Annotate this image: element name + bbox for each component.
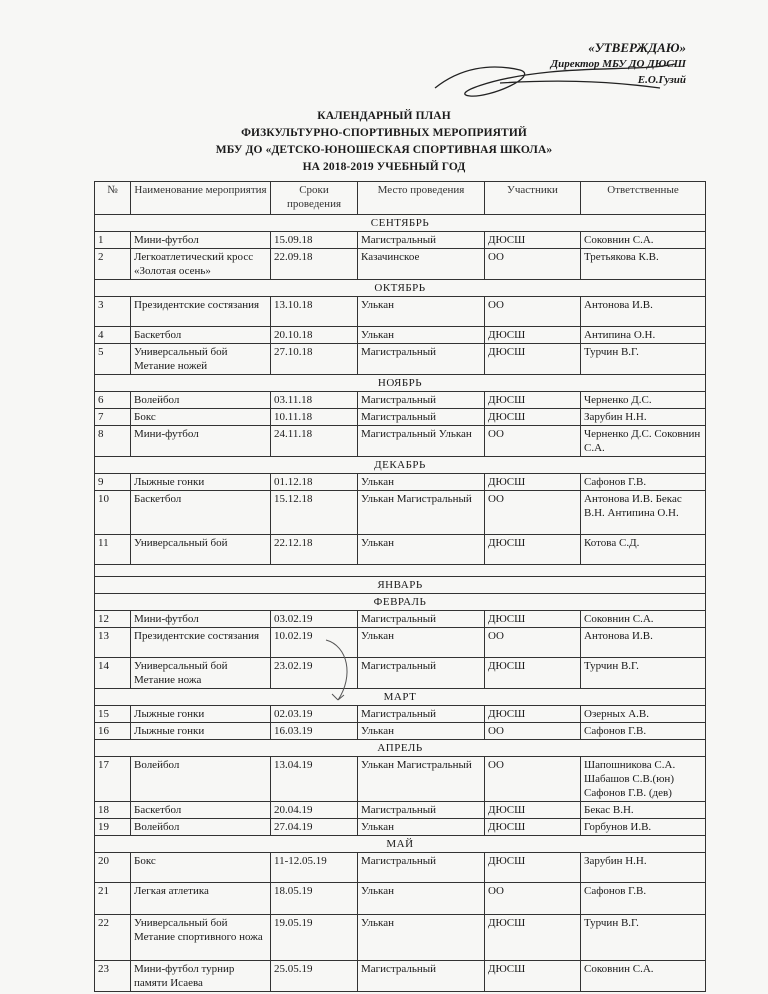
cell-event: Легкоатлетический кросс «Золотая осень» xyxy=(131,249,271,280)
cell-dates: 19.05.19 xyxy=(271,915,358,961)
header-num: № xyxy=(95,182,131,215)
cell-participants: ДЮСШ xyxy=(485,802,581,819)
cell-dates: 01.12.18 xyxy=(271,474,358,491)
cell-responsible: Зарубин Н.Н. xyxy=(581,853,706,883)
cell-event: Универсальный бой Метание ножа xyxy=(131,658,271,689)
cell-num: 12 xyxy=(95,611,131,628)
month-december: ДЕКАБРЬ xyxy=(95,457,706,474)
cell-event: Бокс xyxy=(131,853,271,883)
title-line-4: НА 2018-2019 УЧЕБНЫЙ ГОД xyxy=(302,161,466,173)
cell-dates: 03.02.19 xyxy=(271,611,358,628)
table-row xyxy=(95,344,706,375)
month-row xyxy=(95,577,706,594)
month-september: СЕНТЯБРЬ xyxy=(95,215,706,232)
month-row xyxy=(95,836,706,853)
cell-num: 6 xyxy=(95,392,131,409)
cell-participants: ОО xyxy=(485,491,581,535)
month-march: МАРТ xyxy=(95,689,706,706)
cell-place: Улькан xyxy=(358,474,485,491)
cell-participants: ДЮСШ xyxy=(485,535,581,565)
cell-responsible: Соковнин С.А. xyxy=(581,961,706,992)
cell-dates: 25.05.19 xyxy=(271,961,358,992)
table-row xyxy=(95,757,706,802)
cell-num: 7 xyxy=(95,409,131,426)
cell-event: Лыжные гонки xyxy=(131,474,271,491)
cell-participants: ДЮСШ xyxy=(485,344,581,375)
cell-event: Лыжные гонки xyxy=(131,706,271,723)
cell-event: Мини-футбол xyxy=(131,232,271,249)
table-row xyxy=(95,628,706,658)
spacer-row xyxy=(95,565,706,577)
cell-place: Улькан Магистральный xyxy=(358,491,485,535)
cell-dates: 10.02.19 xyxy=(271,628,358,658)
cell-responsible: Зарубин Н.Н. xyxy=(581,409,706,426)
cell-dates: 20.10.18 xyxy=(271,327,358,344)
cell-place: Улькан xyxy=(358,297,485,327)
cell-event: Универсальный бой Метание ножей xyxy=(131,344,271,375)
cell-dates: 27.04.19 xyxy=(271,819,358,836)
cell-responsible: Бекас В.Н. xyxy=(581,802,706,819)
cell-participants: ОО xyxy=(485,723,581,740)
cell-participants: ОО xyxy=(485,628,581,658)
month-row xyxy=(95,594,706,611)
table-row xyxy=(95,491,706,535)
cell-responsible: Турчин В.Г. xyxy=(581,658,706,689)
table-row xyxy=(95,392,706,409)
table-row xyxy=(95,883,706,915)
cell-participants: ДЮСШ xyxy=(485,961,581,992)
cell-participants: ДЮСШ xyxy=(485,819,581,836)
cell-participants: ДЮСШ xyxy=(485,409,581,426)
cell-responsible: Горбунов И.В. xyxy=(581,819,706,836)
cell-place: Магистральный xyxy=(358,344,485,375)
cell-dates: 27.10.18 xyxy=(271,344,358,375)
table-row xyxy=(95,611,706,628)
header-responsible: Ответственные xyxy=(581,182,706,215)
signature-scribble xyxy=(430,58,680,108)
cell-responsible: Антонова И.В. xyxy=(581,628,706,658)
table-row xyxy=(95,409,706,426)
cell-num: 23 xyxy=(95,961,131,992)
cell-place: Улькан xyxy=(358,723,485,740)
header-participants: Участники xyxy=(485,182,581,215)
table-row xyxy=(95,249,706,280)
cell-responsible: Черненко Д.С. Соковнин С.А. xyxy=(581,426,706,457)
cell-num: 9 xyxy=(95,474,131,491)
cell-event: Легкая атлетика xyxy=(131,883,271,915)
cell-responsible: Третьякова К.В. xyxy=(581,249,706,280)
cell-dates: 11-12.05.19 xyxy=(271,853,358,883)
cell-responsible: Сафонов Г.В. xyxy=(581,723,706,740)
cell-event: Мини-футбол турнир памяти Исаева xyxy=(131,961,271,992)
month-february: ФЕВРАЛЬ xyxy=(95,594,706,611)
cell-event: Волейбол xyxy=(131,757,271,802)
header-place: Место проведения xyxy=(358,182,485,215)
table-row xyxy=(95,297,706,327)
cell-place: Улькан xyxy=(358,819,485,836)
cell-dates: 22.09.18 xyxy=(271,249,358,280)
cell-place: Магистральный xyxy=(358,611,485,628)
cell-place: Магистральный xyxy=(358,658,485,689)
cell-event: Универсальный бой Метание спортивного ножа xyxy=(131,915,271,961)
cell-event: Лыжные гонки xyxy=(131,723,271,740)
cell-dates: 02.03.19 xyxy=(271,706,358,723)
cell-place: Улькан xyxy=(358,535,485,565)
cell-participants: ОО xyxy=(485,249,581,280)
table-row xyxy=(95,802,706,819)
cell-place: Магистральный xyxy=(358,853,485,883)
cell-responsible: Соковнин С.А. xyxy=(581,232,706,249)
title-line-2: ФИЗКУЛЬТУРНО-СПОРТИВНЫХ МЕРОПРИЯТИЙ xyxy=(241,127,527,139)
cell-dates: 23.02.19 xyxy=(271,658,358,689)
cell-event: Баскетбол xyxy=(131,491,271,535)
table-row xyxy=(95,658,706,689)
cell-num: 13 xyxy=(95,628,131,658)
cell-event: Президентские состязания xyxy=(131,628,271,658)
table-row xyxy=(95,853,706,883)
month-january: ЯНВАРЬ xyxy=(95,577,706,594)
month-october: ОКТЯБРЬ xyxy=(95,280,706,297)
document-title xyxy=(0,108,768,176)
approval-position: Директор МБУ ДО ДЮСШ xyxy=(550,58,686,70)
table-row xyxy=(95,961,706,992)
month-row xyxy=(95,280,706,297)
cell-responsible: Сафонов Г.В. xyxy=(581,474,706,491)
cell-num: 4 xyxy=(95,327,131,344)
cell-participants: ДЮСШ xyxy=(485,392,581,409)
cell-event: Универсальный бой xyxy=(131,535,271,565)
cell-responsible: Котова С.Д. xyxy=(581,535,706,565)
cell-place: Казачинское xyxy=(358,249,485,280)
table-row xyxy=(95,535,706,565)
cell-event: Бокс xyxy=(131,409,271,426)
cell-responsible: Соковнин С.А. xyxy=(581,611,706,628)
cell-event: Президентские состязания xyxy=(131,297,271,327)
cell-place: Магистральный Улькан xyxy=(358,426,485,457)
cell-dates: 10.11.18 xyxy=(271,409,358,426)
cell-num: 8 xyxy=(95,426,131,457)
cell-num: 16 xyxy=(95,723,131,740)
month-november: НОЯБРЬ xyxy=(95,375,706,392)
cell-participants: ДЮСШ xyxy=(485,706,581,723)
cell-participants: ДЮСШ xyxy=(485,853,581,883)
cell-dates: 22.12.18 xyxy=(271,535,358,565)
cell-place: Магистральный xyxy=(358,802,485,819)
cell-num: 11 xyxy=(95,535,131,565)
cell-participants: ДЮСШ xyxy=(485,232,581,249)
cell-dates: 03.11.18 xyxy=(271,392,358,409)
cell-participants: ДЮСШ xyxy=(485,474,581,491)
month-row xyxy=(95,375,706,392)
cell-dates: 20.04.19 xyxy=(271,802,358,819)
cell-event: Мини-футбол xyxy=(131,426,271,457)
cell-num: 10 xyxy=(95,491,131,535)
cell-num: 14 xyxy=(95,658,131,689)
month-row xyxy=(95,689,706,706)
cell-participants: ОО xyxy=(485,297,581,327)
table-row xyxy=(95,915,706,961)
table-row xyxy=(95,426,706,457)
cell-dates: 13.04.19 xyxy=(271,757,358,802)
cell-participants: ОО xyxy=(485,426,581,457)
cell-responsible: Сафонов Г.В. xyxy=(581,883,706,915)
cell-dates: 18.05.19 xyxy=(271,883,358,915)
cell-participants: ДЮСШ xyxy=(485,611,581,628)
cell-dates: 16.03.19 xyxy=(271,723,358,740)
cell-num: 2 xyxy=(95,249,131,280)
table-header-row xyxy=(95,182,706,215)
header-event: Наименование мероприятия xyxy=(131,182,271,215)
cell-participants: ОО xyxy=(485,883,581,915)
cell-dates: 15.09.18 xyxy=(271,232,358,249)
cell-place: Магистральный xyxy=(358,961,485,992)
header-dates: Сроки проведения xyxy=(271,182,358,215)
cell-dates: 15.12.18 xyxy=(271,491,358,535)
cell-participants: ДЮСШ xyxy=(485,658,581,689)
cell-num: 21 xyxy=(95,883,131,915)
month-april: АПРЕЛЬ xyxy=(95,740,706,757)
cell-place: Магистральный xyxy=(358,232,485,249)
cell-responsible: Озерных А.В. xyxy=(581,706,706,723)
cell-place: Магистральный xyxy=(358,706,485,723)
approval-heading: «УТВЕРЖДАЮ» xyxy=(588,40,686,55)
cell-event: Баскетбол xyxy=(131,327,271,344)
cell-event: Волейбол xyxy=(131,819,271,836)
title-line-1: КАЛЕНДАРНЫЙ ПЛАН xyxy=(317,110,451,122)
cell-num: 1 xyxy=(95,232,131,249)
table-row xyxy=(95,232,706,249)
month-row xyxy=(95,740,706,757)
table-row xyxy=(95,474,706,491)
cell-num: 18 xyxy=(95,802,131,819)
cell-event: Баскетбол xyxy=(131,802,271,819)
cell-responsible: Антонова И.В. xyxy=(581,297,706,327)
cell-place: Магистральный xyxy=(358,392,485,409)
approval-name: Е.О.Гузий xyxy=(637,74,686,86)
cell-place: Улькан xyxy=(358,883,485,915)
pen-stroke-mark xyxy=(318,636,358,706)
cell-place: Улькан xyxy=(358,628,485,658)
cell-event: Волейбол xyxy=(131,392,271,409)
cell-place: Улькан Магистральный xyxy=(358,757,485,802)
title-line-3: МБУ ДО «ДЕТСКО-ЮНОШЕСКАЯ СПОРТИВНАЯ ШКОЛА» xyxy=(215,144,553,156)
cell-participants: ДЮСШ xyxy=(485,327,581,344)
cell-responsible: Черненко Д.С. xyxy=(581,392,706,409)
cell-dates: 13.10.18 xyxy=(271,297,358,327)
cell-num: 19 xyxy=(95,819,131,836)
month-row xyxy=(95,215,706,232)
table-row xyxy=(95,819,706,836)
month-row xyxy=(95,457,706,474)
cell-place: Улькан xyxy=(358,327,485,344)
cell-num: 17 xyxy=(95,757,131,802)
cell-responsible: Антонова И.В. Бекас В.Н. Антипина О.Н. xyxy=(581,491,706,535)
table-row xyxy=(95,706,706,723)
cell-num: 15 xyxy=(95,706,131,723)
cell-event: Мини-футбол xyxy=(131,611,271,628)
cell-responsible: Шапошникова С.А. Шабашов С.В.(юн) Сафонов Г.В. (дев) xyxy=(581,757,706,802)
cell-num: 5 xyxy=(95,344,131,375)
cell-place: Улькан xyxy=(358,915,485,961)
cell-responsible: Антипина О.Н. xyxy=(581,327,706,344)
cell-num: 22 xyxy=(95,915,131,961)
cell-place: Магистральный xyxy=(358,409,485,426)
cell-dates: 24.11.18 xyxy=(271,426,358,457)
month-may: МАЙ xyxy=(95,836,706,853)
table-row xyxy=(95,327,706,344)
cell-responsible: Турчин В.Г. xyxy=(581,344,706,375)
cell-responsible: Турчин В.Г. xyxy=(581,915,706,961)
cell-num: 20 xyxy=(95,853,131,883)
calendar-table xyxy=(94,181,706,992)
cell-num: 3 xyxy=(95,297,131,327)
cell-participants: ДЮСШ xyxy=(485,915,581,961)
table-row xyxy=(95,723,706,740)
cell-participants: ОО xyxy=(485,757,581,802)
